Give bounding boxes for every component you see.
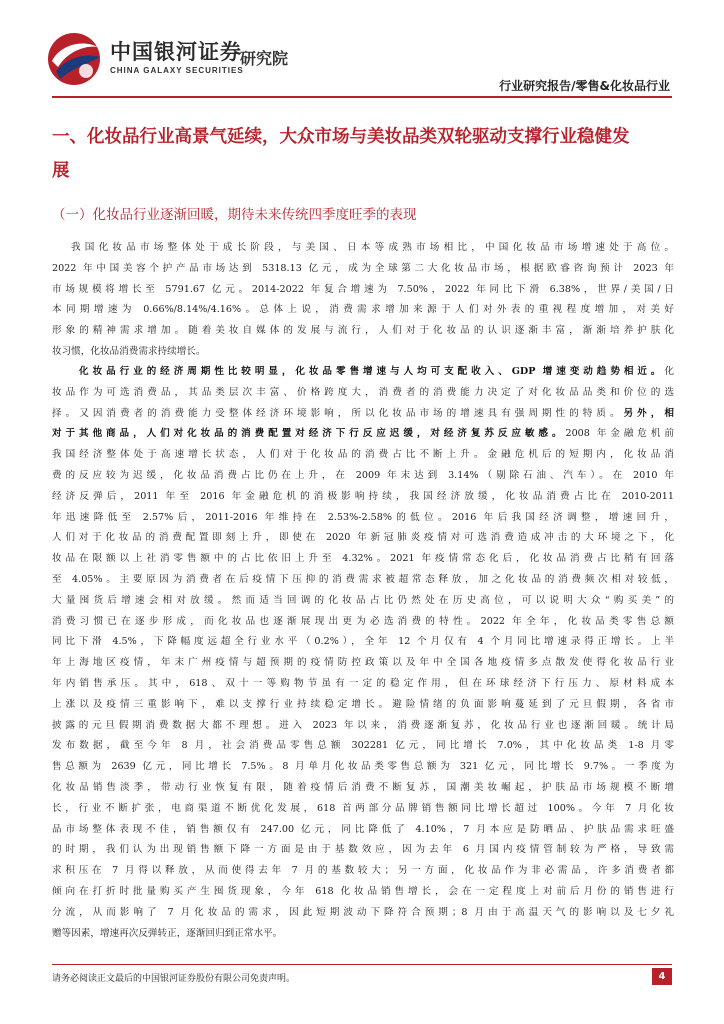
text-line: 同比下滑 4.5%，下降幅度远超全行业水平（0.2%），全年 12 个月仅有 4 个月同比增速录得正增长。上半 bbox=[52, 636, 674, 648]
galaxy-logo-icon bbox=[46, 31, 102, 87]
text-line: 求积压在 7 月得以释放，从而使得去年 7 月的基数较大；另一方面，化妆品作为非必需品，许多消费者都 bbox=[52, 865, 674, 877]
text-line: 赠等因素，增速再次反弹转正，逐渐回归到正常水平。 bbox=[52, 927, 283, 939]
paragraph-market-growth bbox=[52, 238, 674, 363]
text-line: 至 4.05%。主要原因为消费者在后疫情下压抑的消费需求被超常态释放，加之化妆品的消费频次相对较低， bbox=[52, 573, 674, 585]
text-line: 的时期，我们认为出现销售额下降一方面是由于基数效应，因为去年 6 月国内疫情管制较为严格，导致需 bbox=[52, 844, 674, 856]
text-line: 本同期增速为 0.66%/8.14%/4.16%。总体上说，消费需求增加来源于人们对外表的重视程度增加，对美好 bbox=[52, 304, 674, 316]
logo-chinese-name: 中国银河证券 bbox=[110, 40, 242, 64]
text-line: 年内销售承压。其中，618、双十一等购物节虽有一定的稳定作用，但在环球经济下行压力、原材料成本 bbox=[52, 677, 674, 689]
text-line: 妆品在限额以上社消零售额中的占比依旧上升至 4.32%。2021 年疫情常态化后，化妆品消费占比稍有回落 bbox=[52, 553, 674, 565]
text-line: 披露的元旦假期消费数据大都不理想。进入 2023 年以来，消费逐渐复苏，化妆品行业也逐渐回暖。统计局 bbox=[52, 719, 674, 731]
subsection-heading: （一）化妆品行业逐渐回暖，期待未来传统四季度旺季的表现 bbox=[52, 207, 417, 223]
paragraph-economic-cycle bbox=[52, 362, 674, 944]
text-line: 2022 年中国美容个护产品市场达到 5318.13 亿元，成为全球第二大化妆品市场，根据欧睿咨询预计 2023 年 bbox=[52, 262, 674, 274]
text-line: 妆习惯，化妆品消费需求持续增长。 bbox=[52, 345, 206, 357]
text-line: 对于其他商品，人们对化妆品的消费配置对经济下行反应迟缓，对经济复苏反应敏感。2008 年金融危机前 bbox=[52, 428, 675, 440]
text-line: 长，行业不断扩张，电商渠道不断优化发展，618 首两部分品牌销售额同比增长超过 100%。今年 7 月化妆 bbox=[52, 802, 674, 814]
text-line: 年上海地区疫情，年末广州疫情与超预期的疫情防控政策以及年中全国各地疫情多点散发使得化妆品行业 bbox=[52, 657, 674, 669]
text-line: 分流，从而影响了 7 月化妆品的需求，因此短期波动下降符合预期；8 月由于高温天气的影响以及七夕礼 bbox=[52, 906, 674, 918]
text-line: 大量囤货后增速会相对放缓。然而适当回调的化妆品占比仍然处在历史高位，可以说明大众“购买美”的 bbox=[52, 594, 674, 606]
page-number: 4 bbox=[652, 968, 672, 985]
institute-label: 研究院 bbox=[240, 49, 289, 68]
text-line: 化妆品销售淡季，带动行业恢复有限，随着疫情后消费不断复苏，国潮美妆崛起，护肤品市场规模不断增 bbox=[52, 781, 674, 793]
text-line: 消费习惯已在逐步形成，而化妆品也逐渐展现出更为必选消费的特性。2022 年全年，化妆品类零售总额 bbox=[52, 615, 674, 627]
report-category: 行业研究报告/零售&化妆品行业 bbox=[499, 79, 670, 93]
text-line: 经济反弹后，2011 年至 2016 年金融危机的消极影响持续，我国经济放缓，化妆品消费占比在 2010-2011 bbox=[52, 490, 674, 502]
text-line: 我国经济整体处于高速增长状态，人们对于化妆品的消费占比不断上升。金融危机后的短期内，化妆品消 bbox=[52, 449, 674, 461]
footer-disclaimer: 请务必阅读正文最后的中国银河证券股份有限公司免责声明。 bbox=[52, 974, 296, 984]
text-line: 发布数据，截至今年 8 月，社会消费品零售总额 302281 亿元，同比增长 7.0%，其中化妆品类 1-8 月零 bbox=[52, 740, 674, 752]
text-line: 费的反应较为迟缓，化妆品消费占比仍在上升，在 2009 年末达到 3.14%（剔除石油、汽车）。在 2010 年 bbox=[52, 469, 674, 481]
bold-emphasis: 另外，相 bbox=[623, 407, 674, 419]
text-line: 人们对于化妆品的消费配置即刻上升，即使在 2020 年新冠肺炎疫情对可选消费造成冲击的大环境之下，化 bbox=[52, 532, 674, 544]
text-line: 化妆品行业的经济周期性比较明显，化妆品零售增速与人均可支配收入、GDP 增速变动趋势相近。化 bbox=[79, 366, 674, 377]
page-header bbox=[0, 0, 724, 100]
text-line: 售总额为 2639 亿元，同比增长 7.5%。8 月单月化妆品类零售总额为 321 亿元，同比增长 9.7%。一季度为 bbox=[52, 761, 674, 773]
text-line: 年迅速降低至 2.57%后，2011-2016 年维持在 2.53%-2.58%的低位。2016 年后我国经济调整，增速回升， bbox=[52, 511, 674, 523]
text-line: 品市场整体表现不佳，销售额仅有 247.00 亿元，同比降低了 4.10%，7 月本应是防晒品、护肤品需求旺盛 bbox=[52, 823, 674, 835]
text-line: 倾向在打折时批量购买产生囤货现象，今年 618 化妆品销售增长，会在一定程度上对前后月份的销售进行 bbox=[52, 885, 674, 897]
text-line: 上涨以及疫情三重影响下，难以支撑行业持续稳定增长。避险情绪的负面影响蔓延到了元旦假期，各省市 bbox=[52, 698, 674, 710]
footer-divider bbox=[52, 964, 672, 965]
text-line: 妆品作为可选消费品，其品类层次丰富、价格跨度大，消费者的消费能力决定了对化妆品品类和价位的选 bbox=[52, 386, 674, 398]
bold-emphasis: 对于其他商品，人们对化妆品的消费配置对经济下行反应迟缓，对经济复苏反应敏感。 bbox=[52, 428, 566, 440]
text-line: 形象的精神需求增加。随着美妆自媒体的发展与流行，人们对于化妆品的认识逐渐丰富，渐渐培养护肤化 bbox=[52, 325, 674, 337]
text-line: 市场规模将增长至 5791.67 亿元。2014-2022 年复合增速为 7.50%，2022 年同比下滑 6.38%，世界/美国/日 bbox=[52, 283, 674, 295]
logo-english-name: CHINA GALAXY SECURITIES bbox=[110, 66, 244, 75]
section-heading: 一、化妆品行业高景气延续，大众市场与美妆品类双轮驱动支撑行业稳健发展 bbox=[52, 127, 630, 181]
text-line: 我国化妆品市场整体处于成长阶段，与美国、日本等成熟市场相比，中国化妆品市场增速处于高位。 bbox=[71, 242, 674, 253]
text-line: 择。又因消费者的消费能力受整体经济环境影响，所以化妆品市场的增速具有强周期性的特质。另外，相 bbox=[52, 407, 674, 419]
header-divider bbox=[52, 96, 672, 98]
bold-lead-sentence: 化妆品行业的经济周期性比较明显，化妆品零售增速与人均可支配收入、GDP 增速变动趋势相近。 bbox=[79, 366, 665, 377]
